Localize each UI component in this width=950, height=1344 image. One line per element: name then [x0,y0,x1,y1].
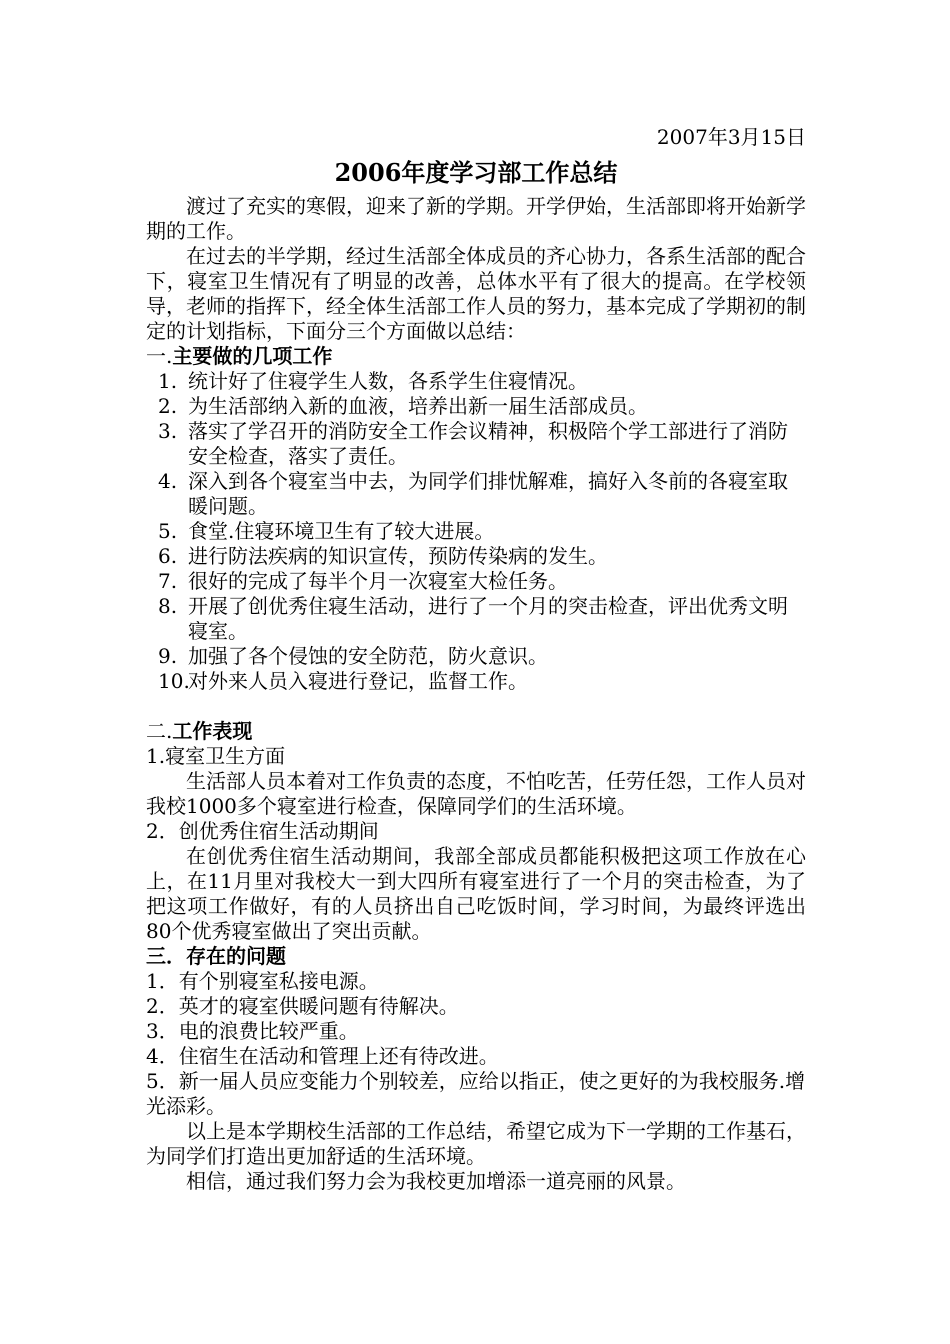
list-item [146,369,806,394]
intro-paragraph-2: 在过去的半学期，经过生活部全体成员的齐心协力，各系生活部的配合下，寝室卫生情况有了明显的改善，总体水平有了很大的提高。在学校领导，老师的指挥下，经全体生活部工作人员的努力，基本完成了学期初的制定的计划指标，下面分三个方面做以总结： [146,244,806,343]
list-item-number: 9. [158,644,178,668]
closing-paragraph-1: 以上是本学期校生活部的工作总结，希望它成为下一学期的工作基石，为同学们打造出更加舒适的生活环境。 [146,1119,806,1168]
list-item [146,394,806,419]
list-item [146,419,806,469]
list-item-text: 食堂.住寝环境卫生有了较大进展。 [188,519,495,543]
section-2-heading [146,719,806,744]
document-date: 2007年3月15日 [656,125,806,149]
intro-paragraph-1: 渡过了充实的寒假，迎来了新的学期。开学伊始，生活部即将开始新学期的工作。 [146,194,806,243]
section-3-item: 4．住宿生在活动和管理上还有待改进。 [146,1044,499,1068]
list-item [146,544,806,569]
list-item [146,519,806,544]
list-item [146,594,806,644]
list-item-text: 开展了创优秀住寝生活动，进行了一个月的突击检查，评出优秀文明寝室。 [188,594,788,643]
list-item-number: 3. [158,419,178,443]
document-title: 2006年度学习部工作总结 [334,158,618,187]
section-1-prefix: 一. [146,344,173,368]
list-item [146,644,806,669]
list-item-number: 1. [158,369,178,393]
section-2-sub-2-text: 在创优秀住宿生活动期间，我部全部成员都能积极把这项工作放在心上，在11月里对我校大一到大四所有寝室进行了一个月的突击检查，为了把这项工作做好，有的人员挤出自己吃饭时间，学习时间，为最终评选出80个优秀寝室做出了突出贡献。 [146,844,806,943]
list-item-text: 统计好了住寝学生人数，各系学生住寝情况。 [188,369,588,393]
list-item-number: 4. [158,469,178,493]
section-3-item: 5．新一届人员应变能力个别较差，应给以指正，使之更好的为我校服务.增光添彩。 [146,1069,806,1118]
list-item-number: 7. [158,569,178,593]
section-2-heading-text: 工作表现 [172,719,253,743]
section-3-item: 3．电的浪费比较严重。 [146,1019,359,1043]
list-item-text: 进行防法疾病的知识宣传，预防传染病的发生。 [188,544,608,568]
section-3-item: 1．有个别寝室私接电源。 [146,969,379,993]
list-item [146,669,806,694]
section-2-prefix: 二. [146,719,173,743]
list-item [146,569,806,594]
list-item [146,469,806,519]
list-item-number: 8. [158,594,178,618]
document-page [146,122,806,1194]
list-item-text: 加强了各个侵蚀的安全防范，防火意识。 [188,644,548,668]
list-item-number: 6. [158,544,178,568]
section-3-item: 2．英才的寝室供暖问题有待解决。 [146,994,459,1018]
list-item-number: 10. [158,669,190,693]
section-1-heading-text: 主要做的几项工作 [172,344,333,368]
section-2-sub-2-title: 2．创优秀住宿生活动期间 [146,819,379,843]
closing-paragraph-2: 相信，通过我们努力会为我校更加增添一道亮丽的风景。 [186,1169,686,1193]
list-item-text: 很好的完成了每半个月一次寝室大检任务。 [188,569,568,593]
section-3-heading: 三．存在的问题 [146,944,286,968]
list-item-text: 为生活部纳入新的血液，培养出新一届生活部成员。 [188,394,648,418]
list-item-text: 深入到各个寝室当中去，为同学们排忧解难，搞好入冬前的各寝室取暖问题。 [188,469,788,518]
blank-line [146,694,806,719]
section-1-heading [146,344,806,369]
section-1-list [146,369,806,694]
list-item-text: 对外来人员入寝进行登记，监督工作。 [188,669,528,693]
list-item-text: 落实了学召开的消防安全工作会议精神，积极陪个学工部进行了消防安全检查，落实了责任。 [188,419,788,468]
section-2-sub-1-title: 1.寝室卫生方面 [146,744,286,768]
list-item-number: 5. [158,519,178,543]
section-2-sub-1-text: 生活部人员本着对工作负责的态度，不怕吃苦，任劳任怨，工作人员对我校1000多个寝室进行检查，保障同学们的生活环境。 [146,769,806,818]
list-item-number: 2. [158,394,178,418]
